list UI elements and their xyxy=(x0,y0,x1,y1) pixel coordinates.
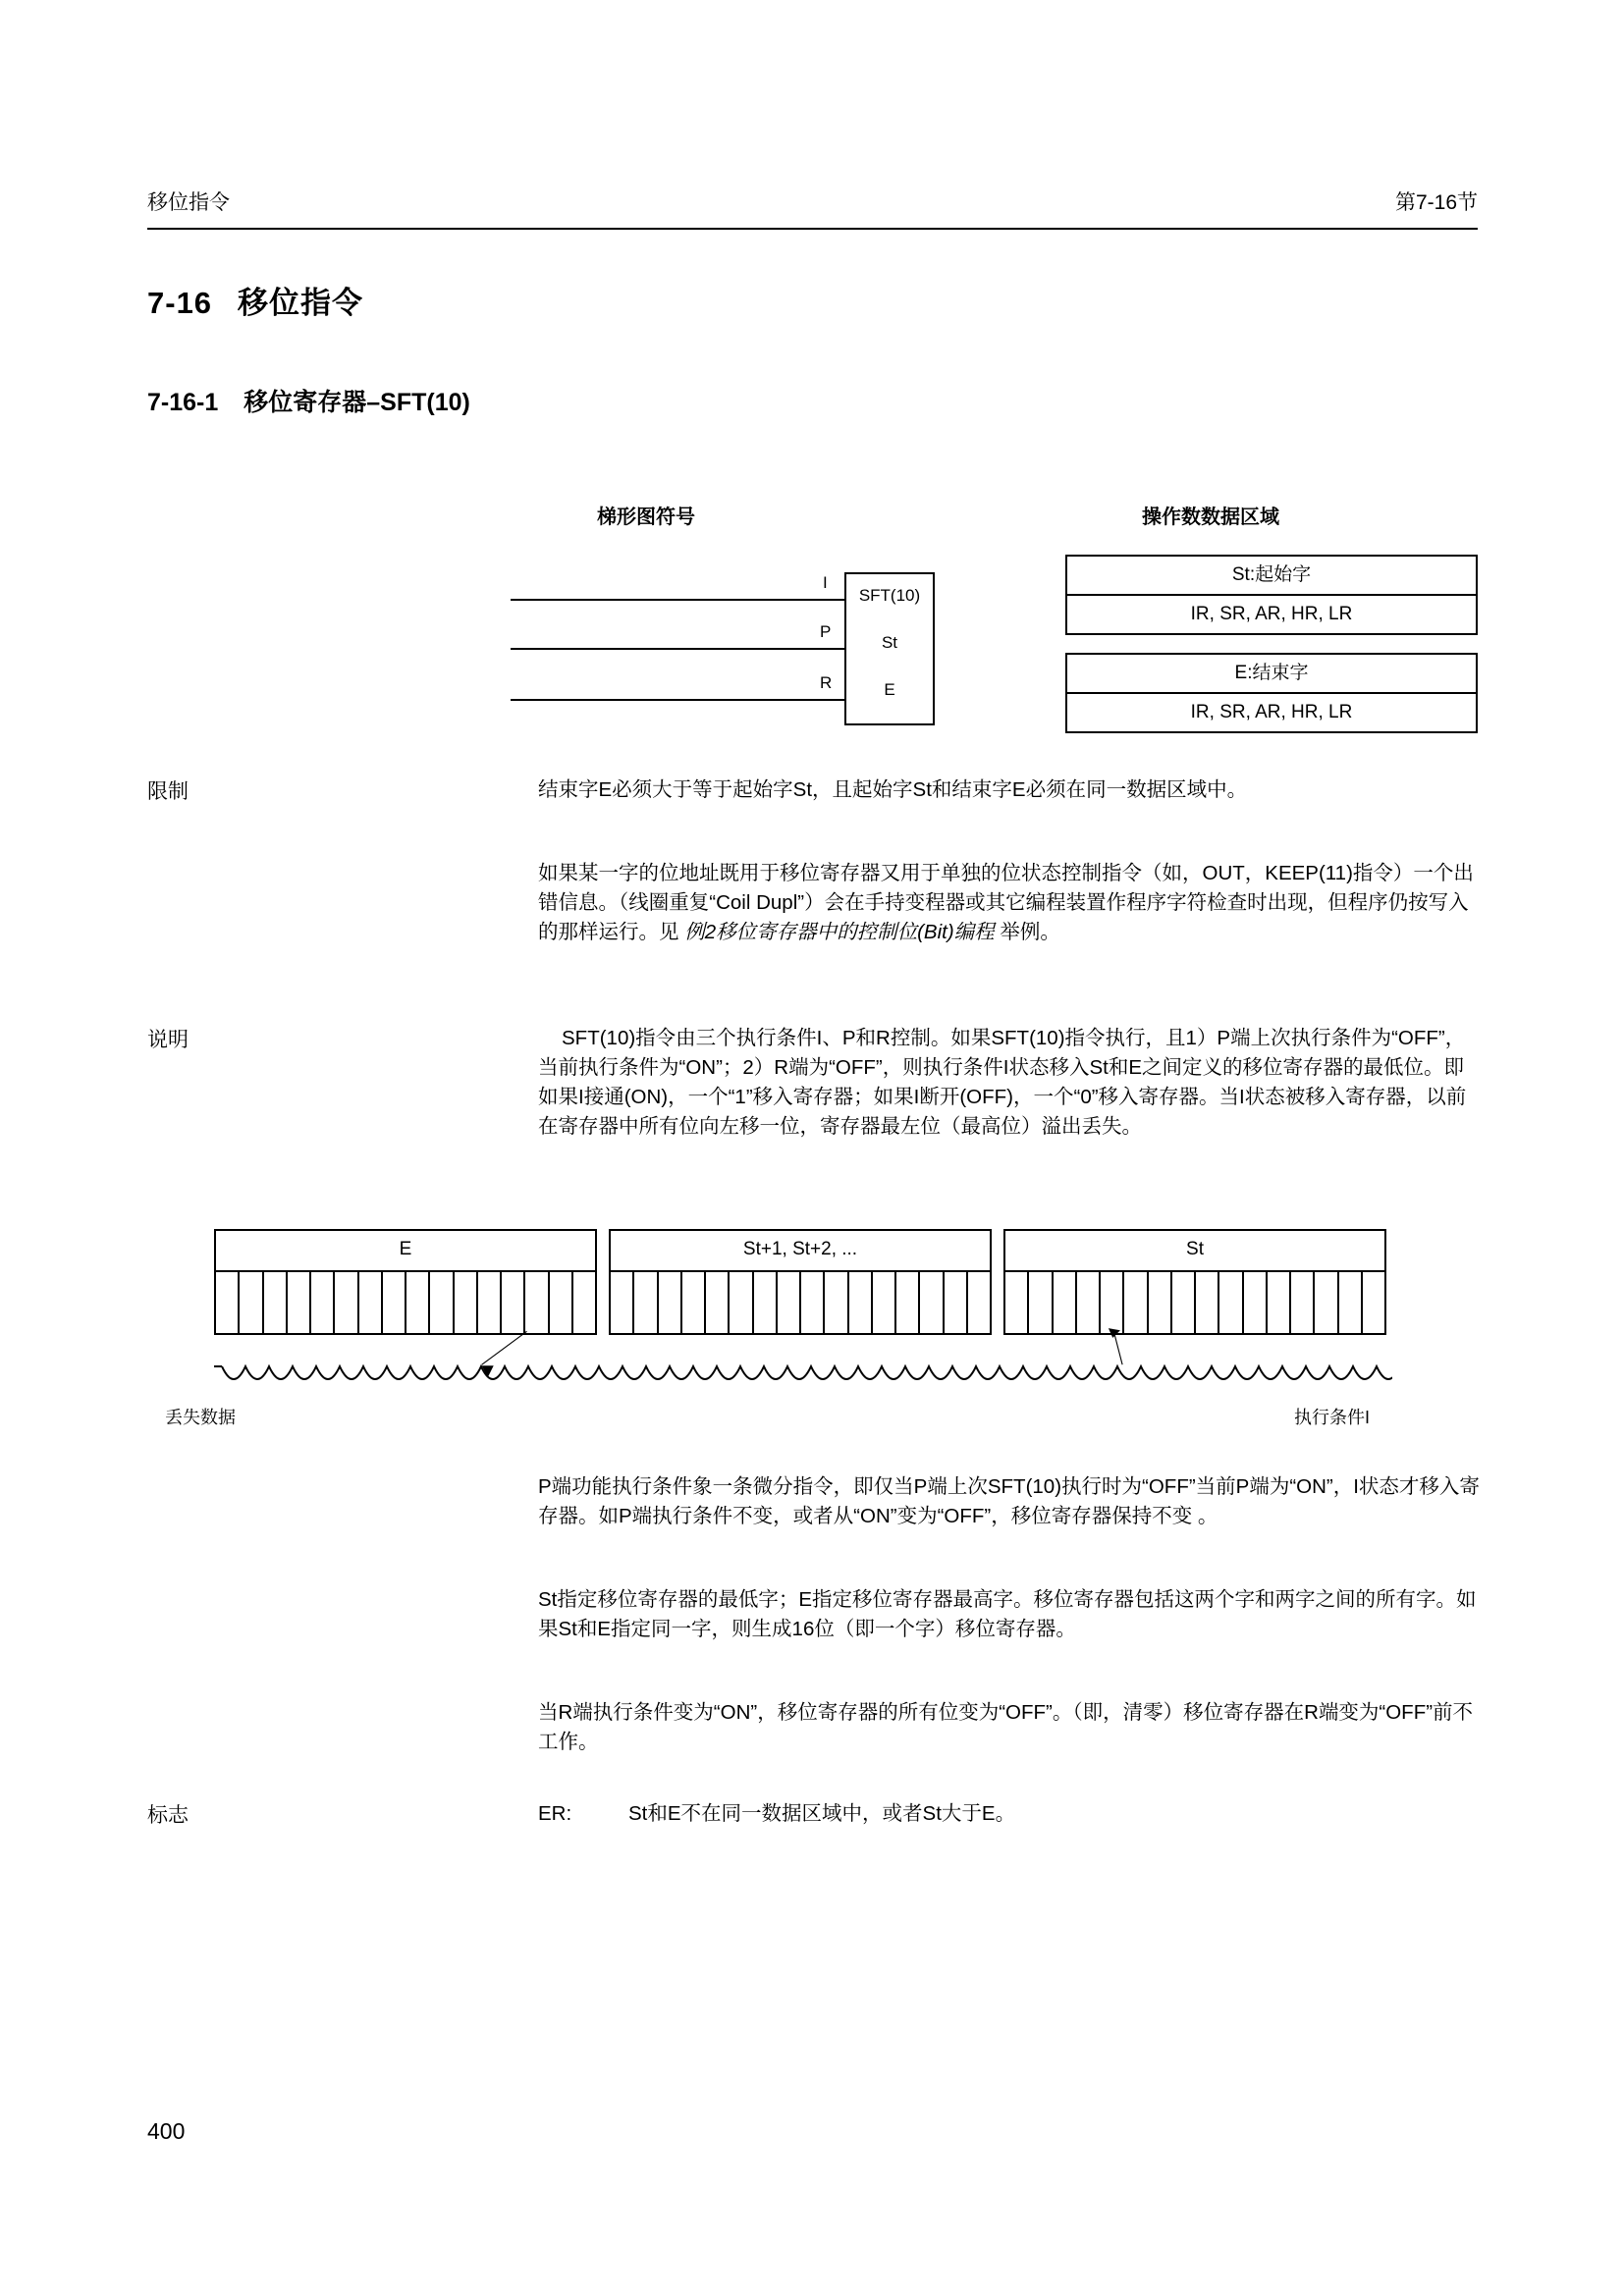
flag-name: ER: xyxy=(538,1802,572,1825)
limit-p2-emphasis: 例2移位寄存器中的控制位(Bit)编程 xyxy=(684,921,995,943)
limit-label: 限制 xyxy=(147,780,189,803)
limit-p2-text-b: 举例。 xyxy=(994,921,1060,943)
flag-entry xyxy=(538,1799,1481,1829)
operand-tables xyxy=(1065,555,1478,751)
sft-block-line-3: E xyxy=(884,680,895,699)
section-title: 移位指令 xyxy=(238,286,364,320)
register-block-e-label: E xyxy=(216,1231,595,1272)
header-right-section: 第7-16节 xyxy=(1394,191,1478,214)
description-paragraph-1: SFT(10)指令由三个执行条件I、P和R控制。如果SFT(10)指令执行，且1）P端上次执行条件为“OFF”，当前执行条件为“ON”；2）R端为“OFF”，则执行条件I状态移入St和E之间定义的移位寄存器的最低位。即如果I接通(ON)，一个“1”移入寄存器；如果I断开(OFF)，一个“0”移入寄存器。当I状态被移入寄存器，以前在寄存器中所有位向左移一位，寄存器最左位（最高位）溢出丢失。 xyxy=(538,1027,1467,1138)
limit-paragraph-2 xyxy=(538,859,1481,947)
wire-r xyxy=(511,699,844,701)
operand-e-areas: IR, SR, AR, HR, LR xyxy=(1190,702,1353,722)
page-header xyxy=(147,187,1478,216)
operand-e-title: E:结束字 xyxy=(1067,655,1476,694)
ladder-input-label-i: I xyxy=(823,573,828,592)
flags-label: 标志 xyxy=(147,1804,189,1827)
register-block-e xyxy=(214,1229,597,1335)
header-left-title: 移位指令 xyxy=(147,191,230,214)
register-block-st xyxy=(1003,1229,1386,1335)
shift-flow-wave xyxy=(214,1337,1392,1396)
sft-block-line-2: St xyxy=(881,633,898,652)
limit-paragraph-1: 结束字E必须大于等于起始字St，且起始字St和结束字E必须在同一数据区域中。 xyxy=(538,778,1248,801)
flag-description: St和E不在同一数据区域中，或者St大于E。 xyxy=(628,1802,1016,1825)
shift-register-diagram xyxy=(165,1229,1392,1435)
execution-condition-label: 执行条件I xyxy=(1294,1408,1371,1427)
header-divider xyxy=(147,228,1478,230)
operand-table-e xyxy=(1065,653,1478,733)
wave-svg xyxy=(214,1337,1392,1396)
wire-p xyxy=(511,648,844,650)
subsection-label: 移位寄存器–SFT(10) xyxy=(244,389,470,416)
operand-st-title: St:起始字 xyxy=(1067,557,1476,596)
subsection-title xyxy=(147,383,470,418)
ladder-diagram xyxy=(511,560,923,736)
subsection-number: 7-16-1 xyxy=(147,389,219,416)
description-paragraph-2: P端功能执行条件象一条微分指令，即仅当P端上次SFT(10)执行时为“OFF”当前P端为“ON”，I状态才移入寄存器。如P端执行条件不变，或者从“ON”变为“OFF”，移位寄存器保持不变 。 xyxy=(538,1475,1480,1527)
register-block-st-bits xyxy=(1005,1272,1384,1335)
ladder-input-label-p: P xyxy=(820,622,832,641)
sft-block-line-1: SFT(10) xyxy=(858,586,921,605)
description-paragraph-3: St指定移位寄存器的最低字；E指定移位寄存器最高字。移位寄存器包括这两个字和两字之间的所有字。如果St和E指定同一字，则生成16位（即一个字）移位寄存器。 xyxy=(538,1588,1477,1640)
section-number: 7-16 xyxy=(147,286,213,320)
description-paragraph-4: 当R端执行条件变为“ON”，移位寄存器的所有位变为“OFF”。（即，清零）移位寄存器在R端变为“OFF”前不工作。 xyxy=(538,1701,1474,1753)
sft-instruction-block xyxy=(844,572,935,725)
ladder-diagram-heading: 梯形图符号 xyxy=(597,507,695,528)
register-block-e-bits xyxy=(216,1272,595,1335)
register-block-middle-label: St+1, St+2, ... xyxy=(611,1231,990,1272)
lost-data-label: 丢失数据 xyxy=(165,1408,236,1427)
ladder-input-label-r: R xyxy=(820,673,833,692)
limit-p2-text-a: 如果某一字的位地址既用于移位寄存器又用于单独的位状态控制指令（如，OUT，KEEP(11)指令）一个出错信息。（线圈重复“Coil Dupl”）会在手持变程器或其它编程装置作程序字符检查时出现，但程序仍按写入的那样运行。见 xyxy=(538,862,1474,943)
operand-area-heading: 操作数数据区域 xyxy=(1142,507,1279,528)
operand-table-st xyxy=(1065,555,1478,635)
page-title xyxy=(147,278,363,322)
page-number: 400 xyxy=(147,2118,186,2144)
register-block-st-label: St xyxy=(1005,1231,1384,1272)
description-label: 说明 xyxy=(147,1029,189,1051)
register-block-middle xyxy=(609,1229,992,1335)
wire-i xyxy=(511,599,844,601)
operand-st-areas: IR, SR, AR, HR, LR xyxy=(1190,604,1353,624)
register-block-middle-bits xyxy=(611,1272,990,1335)
